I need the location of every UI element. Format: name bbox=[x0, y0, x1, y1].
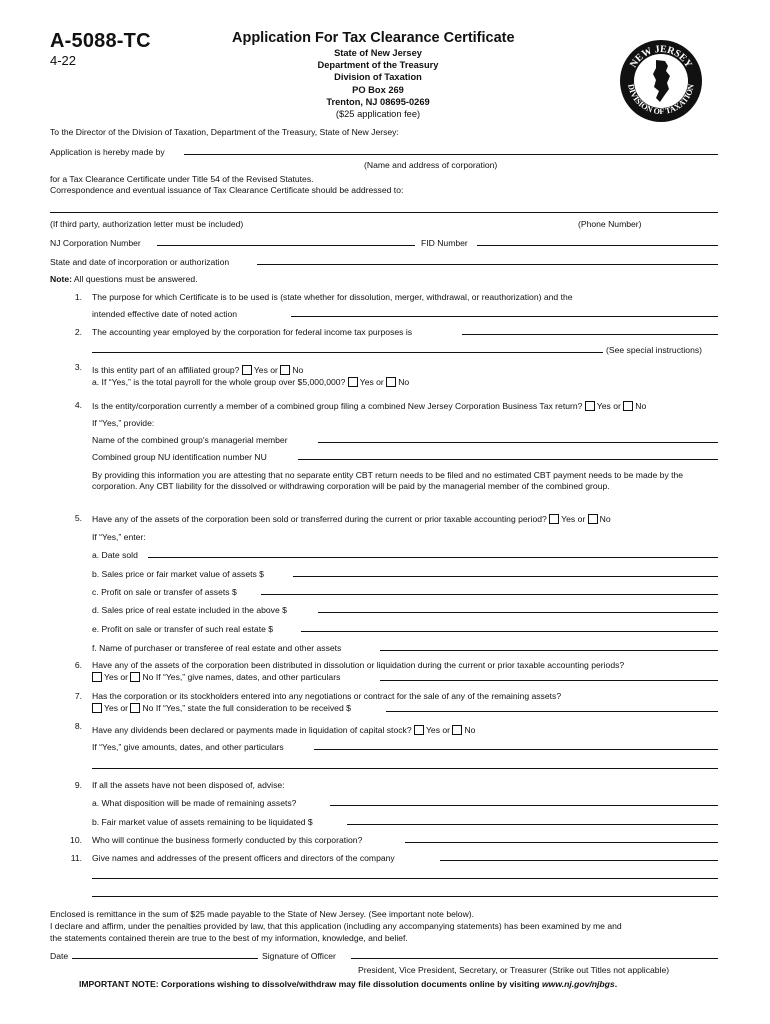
correspondence-line: Correspondence and eventual issuance of Tax Clearance Certificate should be addressed to: bbox=[50, 185, 404, 195]
q6-row bbox=[92, 672, 340, 683]
q7-number: 7. bbox=[74, 691, 82, 701]
agency-line: Trenton, NJ 08695-0269 bbox=[326, 96, 430, 107]
date-label: Date bbox=[50, 951, 69, 961]
q2-field-line2[interactable] bbox=[92, 352, 603, 353]
q8-text: Have any dividends been declared or payments made in liquidation of capital stock? bbox=[92, 725, 412, 735]
q11-number: 11. bbox=[70, 853, 82, 863]
agency-line: ($25 application fee) bbox=[335, 109, 421, 120]
q7-field[interactable] bbox=[386, 711, 718, 712]
q3-number: 3. bbox=[74, 362, 82, 372]
q9b-label: b. Fair market value of assets remaining to be liquidated $ bbox=[92, 817, 313, 827]
name-address-caption: (Name and address of corporation) bbox=[364, 160, 498, 170]
q3-yes-checkbox[interactable] bbox=[242, 365, 252, 375]
q7-no-label: No If “Yes,” state the full consideration to be received $ bbox=[142, 703, 351, 713]
q6-yes-label: Yes or bbox=[104, 672, 129, 682]
q5b-field[interactable] bbox=[293, 576, 718, 577]
q6-no-checkbox[interactable] bbox=[130, 672, 140, 682]
q5c-label: c. Profit on sale or transfer of assets $ bbox=[92, 587, 237, 597]
q2-text: The accounting year employed by the corporation for federal income tax purposes is bbox=[92, 327, 413, 337]
enclosed-remittance: Enclosed is remittance in the sum of $25 made payable to the State of New Jersey. (See important note below). bbox=[50, 909, 475, 919]
q9a-label: a. What disposition will be made of remaining assets? bbox=[92, 798, 297, 808]
q9b-field[interactable] bbox=[347, 824, 718, 825]
q5b-label: b. Sales price or fair market value of assets $ bbox=[92, 569, 264, 579]
to-director: To the Director of the Division of Taxation, Department of the Treasury, State of New Jersey: bbox=[50, 127, 399, 137]
q3a-text: a. If “Yes,” is the total payroll for the whole group over $5,000,000? bbox=[92, 377, 346, 387]
q9a-field[interactable] bbox=[330, 805, 718, 806]
q5f-field[interactable] bbox=[380, 650, 718, 651]
note bbox=[50, 274, 198, 285]
q5e-label: e. Profit on sale or transfer of such real estate $ bbox=[92, 624, 274, 634]
state-date-incorp-field[interactable] bbox=[257, 264, 718, 265]
q3-no-label: No bbox=[292, 365, 304, 375]
q5d-field[interactable] bbox=[318, 612, 718, 613]
state-date-incorp-label: State and date of incorporation or authorization bbox=[50, 257, 230, 267]
agency-line: Division of Taxation bbox=[334, 72, 422, 83]
third-party-caption: (If third party, authorization letter must be included) bbox=[50, 219, 244, 229]
q4-number: 4. bbox=[74, 400, 82, 410]
q2-field[interactable] bbox=[462, 334, 718, 335]
seal-text-bottom: DIVISION OF TAXATION bbox=[626, 83, 696, 117]
q3a-yes-label: Yes or bbox=[359, 377, 384, 387]
njbgs-link[interactable]: www.nj.gov/njbgs bbox=[541, 979, 615, 989]
q1-text2: intended effective date of noted action bbox=[92, 309, 238, 319]
q4-if-yes: If “Yes,” provide: bbox=[92, 418, 155, 428]
important-note-text: IMPORTANT NOTE: Corporations wishing to dissolve/withdraw may file dissolution documents online by visiting bbox=[79, 979, 542, 989]
q1-field[interactable] bbox=[291, 316, 718, 317]
q3-no-checkbox[interactable] bbox=[280, 365, 290, 375]
q11-field-line3[interactable] bbox=[92, 896, 718, 897]
agency-line: PO Box 269 bbox=[352, 84, 404, 95]
q1-number: 1. bbox=[74, 292, 82, 302]
q7-text: Has the corporation or its stockholders entered into any negotiations or contract for the sale of any of the remaining assets? bbox=[92, 691, 562, 701]
form-title: Application For Tax Clearance Certificate bbox=[232, 30, 515, 46]
q4-no-checkbox[interactable] bbox=[623, 401, 633, 411]
agency-line: Department of the Treasury bbox=[317, 60, 439, 71]
q6-field[interactable] bbox=[380, 680, 718, 681]
q4-group-member-field[interactable] bbox=[318, 442, 718, 443]
important-note-period: . bbox=[614, 979, 618, 989]
q5-yes-checkbox[interactable] bbox=[549, 514, 559, 524]
signature-field[interactable] bbox=[351, 958, 718, 959]
q3a-yes-checkbox[interactable] bbox=[348, 377, 358, 387]
note-label: Note: bbox=[50, 274, 72, 284]
q4-no-label: No bbox=[635, 401, 647, 411]
q3a-no-checkbox[interactable] bbox=[386, 377, 396, 387]
nj-corp-number-label: NJ Corporation Number bbox=[50, 238, 141, 248]
q9-text: If all the assets have not been disposed of, advise: bbox=[92, 780, 285, 790]
q8-number: 8. bbox=[74, 721, 82, 731]
q3-yes-label: Yes or bbox=[253, 365, 278, 375]
q3a-row bbox=[92, 377, 409, 388]
q8-row bbox=[92, 725, 475, 736]
q1-text: The purpose for which Certificate is to be used is (state whether for dissolution, merger, withdrawal, or reauthorization) and the bbox=[92, 292, 573, 302]
q11-field[interactable] bbox=[440, 860, 718, 861]
q4-group-member-label: Name of the combined group's managerial member bbox=[92, 435, 288, 445]
q5-if-yes: If “Yes,” enter: bbox=[92, 532, 146, 542]
q11-field-line2[interactable] bbox=[92, 878, 718, 879]
q4-text: Is the entity/corporation currently a member of a combined group filing a combined New Jersey Corporation Business Tax return? bbox=[92, 401, 583, 411]
q8-field[interactable] bbox=[314, 749, 718, 750]
q5-number: 5. bbox=[74, 513, 82, 523]
q3-text: Is this entity part of an affiliated group? bbox=[92, 365, 240, 375]
q6-number: 6. bbox=[74, 660, 82, 670]
q5a-field[interactable] bbox=[148, 557, 718, 558]
q9-number: 9. bbox=[74, 780, 82, 790]
q7-no-checkbox[interactable] bbox=[130, 703, 140, 713]
nj-seal-icon bbox=[618, 38, 704, 124]
q5e-field[interactable] bbox=[301, 631, 718, 632]
officer-titles: President, Vice President, Secretary, or Treasurer (Strike out Titles not applicable) bbox=[358, 965, 670, 975]
correspondence-address-field[interactable] bbox=[50, 212, 718, 213]
q10-field[interactable] bbox=[405, 842, 718, 843]
q4-row bbox=[92, 401, 646, 412]
q8-yes-label: Yes or bbox=[425, 725, 451, 735]
q7-row bbox=[92, 703, 351, 714]
seal-text-top: NEW JERSEY bbox=[628, 43, 694, 70]
q11-text: Give names and addresses of the present officers and directors of the company bbox=[92, 853, 395, 863]
q5d-label: d. Sales price of real estate included in the above $ bbox=[92, 605, 287, 615]
fid-number-field[interactable] bbox=[477, 245, 718, 246]
declaration-line1: I declare and affirm, under the penalties provided by law, that this application (including any accompanying statements) has been examined by me and bbox=[50, 921, 622, 931]
q8-no-checkbox[interactable] bbox=[452, 725, 462, 735]
corporation-name-field[interactable] bbox=[184, 154, 718, 155]
q4-yes-label: Yes or bbox=[596, 401, 621, 411]
q5c-field[interactable] bbox=[261, 594, 718, 595]
q8-no-label: No bbox=[464, 725, 476, 735]
q5a-label: a. Date sold bbox=[92, 550, 138, 560]
q6-yes-checkbox[interactable] bbox=[92, 672, 102, 682]
q8-if-yes: If “Yes,” give amounts, dates, and other particulars bbox=[92, 742, 284, 752]
date-field[interactable] bbox=[72, 958, 258, 959]
q5-yes-label: Yes or bbox=[561, 514, 586, 524]
phone-caption: (Phone Number) bbox=[578, 219, 642, 229]
q7-yes-checkbox[interactable] bbox=[92, 703, 102, 713]
note-text: All questions must be answered. bbox=[71, 274, 198, 284]
signature-label: Signature of Officer bbox=[262, 951, 336, 961]
q6-no-label: No If “Yes,” give names, dates, and other particulars bbox=[142, 672, 341, 682]
agency-address bbox=[228, 47, 528, 120]
q3a-no-label: No bbox=[398, 377, 410, 387]
q4-group-nu-label: Combined group NU identification number NU bbox=[92, 452, 267, 462]
q4-yes-checkbox[interactable] bbox=[585, 401, 595, 411]
q8-yes-checkbox[interactable] bbox=[414, 725, 424, 735]
declaration-line2: the statements contained therein are true to the best of my information, knowledge, and belief. bbox=[50, 933, 408, 943]
fid-number-label: FID Number bbox=[421, 238, 468, 248]
q5-no-checkbox[interactable] bbox=[588, 514, 598, 524]
q5-row bbox=[92, 514, 611, 525]
q4-attest: By providing this information you are attesting that no separate entity CBT return needs to be filed and no estimated CBT payment needs to be made by the corporation. Any CBT liability for the dissolved or withdrawing corporation will be paid by the managerial member of the combined group. bbox=[92, 470, 684, 491]
q3-row bbox=[92, 365, 303, 376]
q5-text: Have any of the assets of the corporation been sold or transferred during the current or prior taxable accounting period? bbox=[92, 514, 547, 524]
q6-text: Have any of the assets of the corporation been distributed in dissolution or liquidation during the current or prior taxable accounting periods? bbox=[92, 660, 625, 670]
agency-line: State of New Jersey bbox=[334, 48, 422, 58]
q5-no-label: No bbox=[599, 514, 611, 524]
important-note bbox=[79, 979, 617, 990]
q8-field-line2[interactable] bbox=[92, 768, 718, 769]
application-made-by-label: Application is hereby made by bbox=[50, 147, 165, 157]
q2-number: 2. bbox=[74, 327, 82, 337]
q7-yes-label: Yes or bbox=[104, 703, 129, 713]
statute-line: for a Tax Clearance Certificate under Title 54 of the Revised Statutes. bbox=[50, 174, 314, 184]
q4-group-nu-field[interactable] bbox=[298, 459, 718, 460]
nj-corp-number-field[interactable] bbox=[157, 245, 415, 246]
q10-number: 10. bbox=[70, 835, 82, 845]
form-number: A-5088-TC bbox=[50, 30, 151, 52]
form-revision: 4-22 bbox=[50, 53, 77, 68]
q10-text: Who will continue the business formerly conducted by this corporation? bbox=[92, 835, 363, 845]
q5f-label: f. Name of purchaser or transferee of real estate and other assets bbox=[92, 643, 342, 653]
q2-see-special: (See special instructions) bbox=[606, 345, 703, 355]
